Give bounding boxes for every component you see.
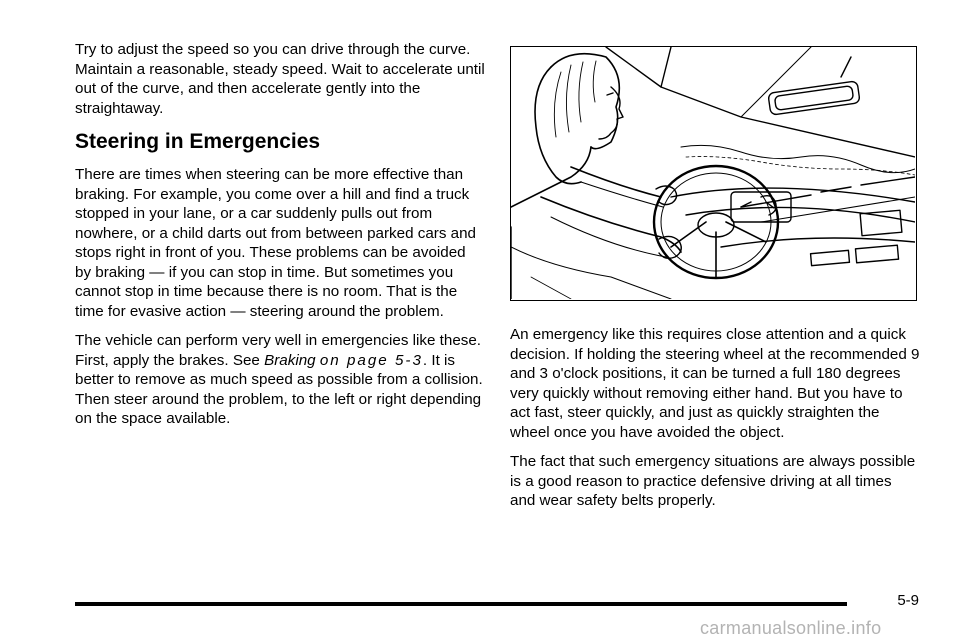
- left-column: [75, 40, 485, 439]
- emergency-paragraph: An emergency like this requires close attention and a quick decision. If holding the steering wheel at the recommended 9 and 3 o'clock positions, it can be turned a full 180 degrees very quickly without removing either hand. But you have to act fast, steer quickly, and just as quickly straighten the wheel once you have avoided the object.: [510, 326, 920, 441]
- intro-paragraph: Try to adjust the speed so you can drive through the curve. Maintain a reasonable, steady speed. Wait to accelerate until out of the curve, and then accelerate gently into the straightaway.: [75, 41, 485, 117]
- page-number: 5-9: [897, 592, 919, 609]
- braking-paragraph: [75, 331, 485, 429]
- watermark-text: carmanualsonline.info: [700, 618, 882, 638]
- braking-text-after: . It is better to remove as much speed as possible from a collision. Then steer around the problem, to the left or right depending on the space available.: [75, 351, 483, 427]
- footer-rule: [75, 602, 847, 606]
- section-heading: Steering in Emergencies: [75, 130, 321, 153]
- defensive-driving-paragraph: The fact that such emergency situations are always possible is a good reason to practice defensive driving at all times and wear safety belts properly.: [510, 453, 916, 509]
- braking-link[interactable]: Braking: [264, 351, 316, 369]
- braking-page-ref[interactable]: on page 5‑3: [319, 351, 423, 369]
- braking-text-before: The vehicle can perform very well in emergencies like these. First, apply the brakes. See: [75, 332, 482, 369]
- driver-steering-drawing: [511, 47, 915, 299]
- steering-paragraph: There are times when steering can be more effective than braking. For example, you come over a hill and find a truck stopped in your lane, or a car suddenly pulls out from nowhere, or a child darts out from between parked cars and stops right in front of you. These problems can be avoided by braking — if you can stop in time. But sometimes you cannot stop in time because there is no room. That is the time for evasive action — steering around the problem.: [75, 166, 477, 320]
- right-column: [510, 46, 920, 521]
- driver-illustration: [510, 46, 917, 301]
